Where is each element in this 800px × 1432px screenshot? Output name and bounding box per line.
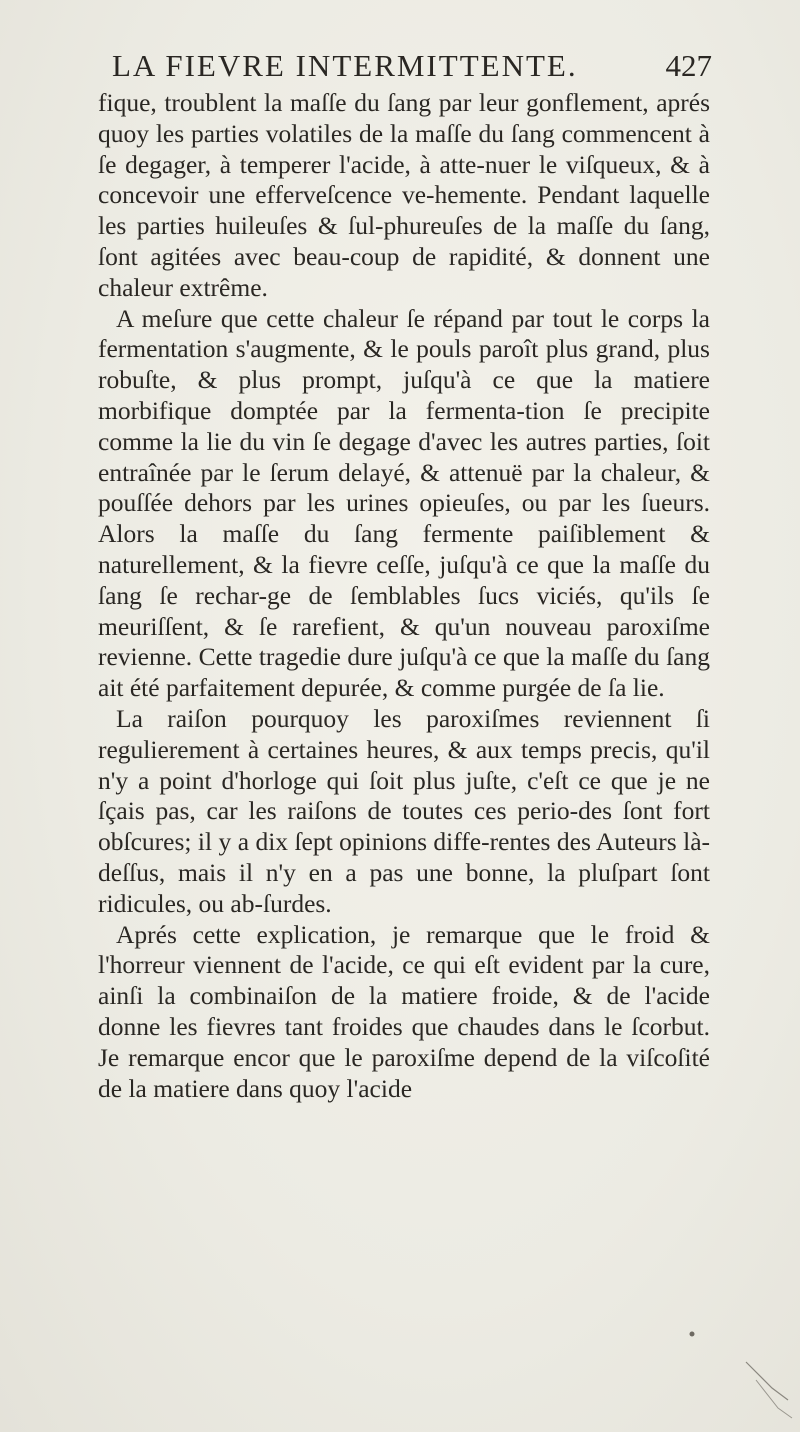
page-header: [112, 44, 712, 94]
running-head: LA FIEVRE INTERMITTENTE.: [112, 48, 578, 83]
paragraph-2: A meſure que cette chaleur ſe répand par tout le corps la fermentation s'augmente, & le pouls paroît plus grand, plus robuſte, & plus prompt, juſqu'à ce que la matiere morbifique domptée par la fermenta-tion ſe precipite comme la lie du vin ſe degage d'avec les autres parties, ſoit entraînée par le ſerum delayé, & attenuë par la chaleur, & pouſſée dehors par les urines opieuſes, ou par les ſueurs. Alors la maſſe du ſang fermente paiſiblement & naturellement, & la fievre ceſſe, juſqu'à ce que la maſſe du ſang ſe rechar-ge de ſemblables ſucs viciés, qu'ils ſe meuriſſent, & ſe rarefient, & qu'un nouveau paroxiſme revienne. Cette tragedie dure juſqu'à ce que la maſſe du ſang ait été parfaitement depurée, & comme purgée de ſa lie.: [98, 303, 710, 703]
page-stain-marks: [660, 1330, 800, 1430]
body-text: [98, 88, 710, 1104]
page-number: 427: [665, 48, 712, 83]
paragraph-1: fique, troublent la maſſe du ſang par leur gonflement, aprés quoy les parties volatiles de la maſſe du ſang commencent à ſe degager, à temperer l'acide, à atte-nuer le viſqueux, & à concevoir une efferveſcence ve-hemente. Pendant laquelle les parties huileuſes & ſul-phureuſes de la maſſe du ſang, ſont agitées avec beau-coup de rapidité, & donnent une chaleur extrême.: [98, 88, 710, 302]
paragraph-3: La raiſon pourquoy les paroxiſmes reviennent ſi regulierement à certaines heures, & aux temps precis, qu'il n'y a point d'horloge qui ſoit plus juſte, c'eſt ce que je ne ſçais pas, car les raiſons de toutes ces perio-des ſont fort obſcures; il y a dix ſept opinions diffe-rentes des Auteurs là-deſſus, mais il n'y en a pas une bonne, la pluſpart ſont ridicules, ou ab-ſurdes.: [98, 703, 710, 918]
paragraph-4: Aprés cette explication, je remarque que le froid & l'horreur viennent de l'acide, ce qui eſt evident par la cure, ainſi la combinaiſon de la matiere froide, & de l'acide donne les fievres tant froides que chaudes dans le ſcorbut. Je remarque encor que le paroxiſme depend de la viſcoſité de la matiere dans quoy l'acide: [98, 919, 710, 1103]
